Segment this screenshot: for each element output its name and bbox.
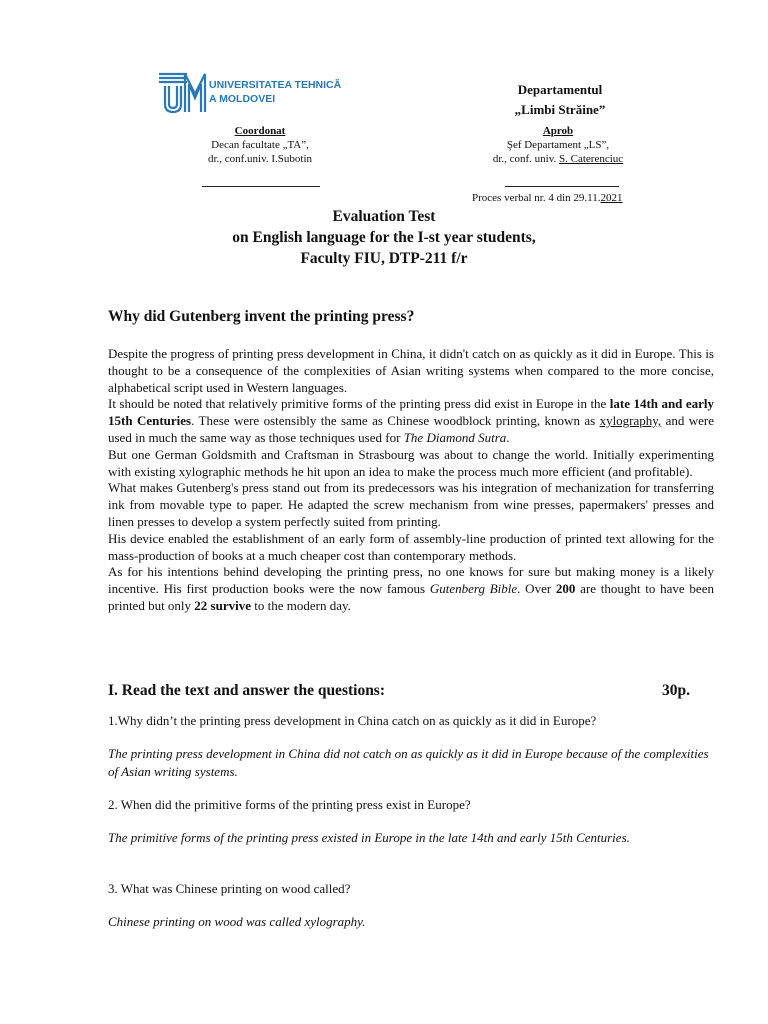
department-name: „Limbi Străine” bbox=[514, 102, 606, 117]
question: 2. When did the primitive forms of the printing press exist in Europe? bbox=[108, 797, 471, 812]
signature-person-prefix: dr., conf. univ. bbox=[492, 153, 560, 165]
paragraph: His device enabled the establishment of an early form of assembly-line production of printed text allowing for the mass-production of books at a much cheaper cost than contemporary methods. bbox=[108, 530, 714, 563]
italic-text: The Diamond Sutra bbox=[403, 429, 507, 445]
signature-line-right bbox=[505, 186, 619, 187]
logo-line-1: UNIVERSITATEA TEHNICĂ bbox=[209, 79, 342, 91]
proces-text: Proces verbal nr. 4 din 29.11. bbox=[472, 192, 601, 204]
signature-person-name: S. Caterenciuc bbox=[559, 153, 624, 165]
university-logo bbox=[157, 68, 372, 120]
text-run: It should be noted that relatively primitive forms of the printing press did exist in Europe in the bbox=[108, 396, 610, 412]
approved-signature-block bbox=[468, 124, 648, 166]
reading-heading: Why did Gutenberg invent the printing press? bbox=[108, 308, 415, 325]
signature-role: Decan facultate „TA”, bbox=[211, 139, 309, 151]
text-run: As for his intentions behind developing the printing press, no one knows for sure but making money is a likely incentive. His first production books were the now famous bbox=[108, 564, 714, 597]
signature-role: Şef Departament „LS”, bbox=[506, 139, 610, 151]
logo-line-2: A MOLDOVEI bbox=[209, 93, 276, 105]
department-label: Departamentul bbox=[517, 82, 603, 97]
paragraph: Despite the progress of printing press development in China, it didn't catch on as quickly as it did in Europe. This is thought to be a consequence of the complexities of Asian writing systems when compared to the more concise, alphabetical script used in Western languages. bbox=[108, 346, 714, 395]
section-title: I. Read the text and answer the questions: bbox=[108, 682, 386, 699]
signature-heading: Coordonat bbox=[234, 125, 286, 137]
text-run: . These were ostensibly the same as Chinese woodblock printing, known as bbox=[191, 413, 600, 429]
coordinated-signature-block bbox=[185, 124, 335, 166]
answer: The primitive forms of the printing press existed in Europe in the late 14th and early 15th Centuries. bbox=[108, 830, 630, 845]
proces-year: 2021 bbox=[600, 192, 623, 204]
proces-verbal bbox=[472, 192, 623, 204]
bold-text: late 14th and early 15th Centuries bbox=[108, 396, 715, 429]
answer: Chinese printing on wood was called xylography. bbox=[108, 914, 366, 929]
utm-logo-icon bbox=[157, 68, 207, 116]
test-title bbox=[100, 206, 668, 269]
text-run: to the modern day. bbox=[251, 597, 351, 613]
signature-line-left bbox=[202, 186, 320, 187]
text-run: and were used in much the same way as those techniques used for bbox=[108, 413, 714, 445]
bold-text: 22 survive bbox=[194, 597, 251, 613]
logo-text bbox=[209, 78, 341, 106]
text-run: are thought to have been printed but only bbox=[108, 581, 714, 613]
title-line-3: Faculty FIU, DTP-211 f/r bbox=[300, 250, 468, 267]
signature-person: dr., conf.univ. I.Subotin bbox=[207, 153, 313, 165]
text-run: . bbox=[506, 429, 510, 445]
paragraph: But one German Goldsmith and Craftsman in Strasbourg was about to change the world. Initially experimenting with existing xylographic methods he hit upon an idea to make the process much more efficient (and profitable). bbox=[108, 446, 714, 479]
underlined-text: xylography, bbox=[599, 413, 662, 429]
question: 1.Why didn’t the printing press development in China catch on as quickly as it did in Europe? bbox=[108, 713, 597, 728]
signature-heading: Aprob bbox=[542, 125, 574, 137]
paragraph bbox=[108, 396, 714, 446]
section-heading bbox=[108, 682, 714, 700]
paragraph: What makes Gutenberg's press stand out from its predecessors was his integration of mechanization for transferring ink from movable type to paper. He adapted the screw mechanism from wine presses, papermakers' presses and linen presses to develop a system perfectly suited from printing. bbox=[108, 480, 714, 529]
text-run: . Over bbox=[517, 581, 556, 597]
title-line-1: Evaluation Test bbox=[332, 208, 436, 225]
department-block bbox=[470, 80, 650, 120]
section-points: 30p. bbox=[662, 682, 690, 699]
bold-text: 200 bbox=[555, 581, 576, 597]
italic-text: Gutenberg Bible bbox=[429, 581, 518, 597]
signature-person bbox=[468, 152, 648, 166]
paragraph bbox=[108, 564, 714, 614]
answer: The printing press development in China did not catch on as quickly as it did in Europe because of the complexities of Asian writing systems. bbox=[108, 746, 709, 779]
reading-text bbox=[108, 346, 714, 615]
question: 3. What was Chinese printing on wood called? bbox=[108, 881, 351, 896]
title-line-2: on English language for the I-st year students, bbox=[232, 229, 536, 246]
